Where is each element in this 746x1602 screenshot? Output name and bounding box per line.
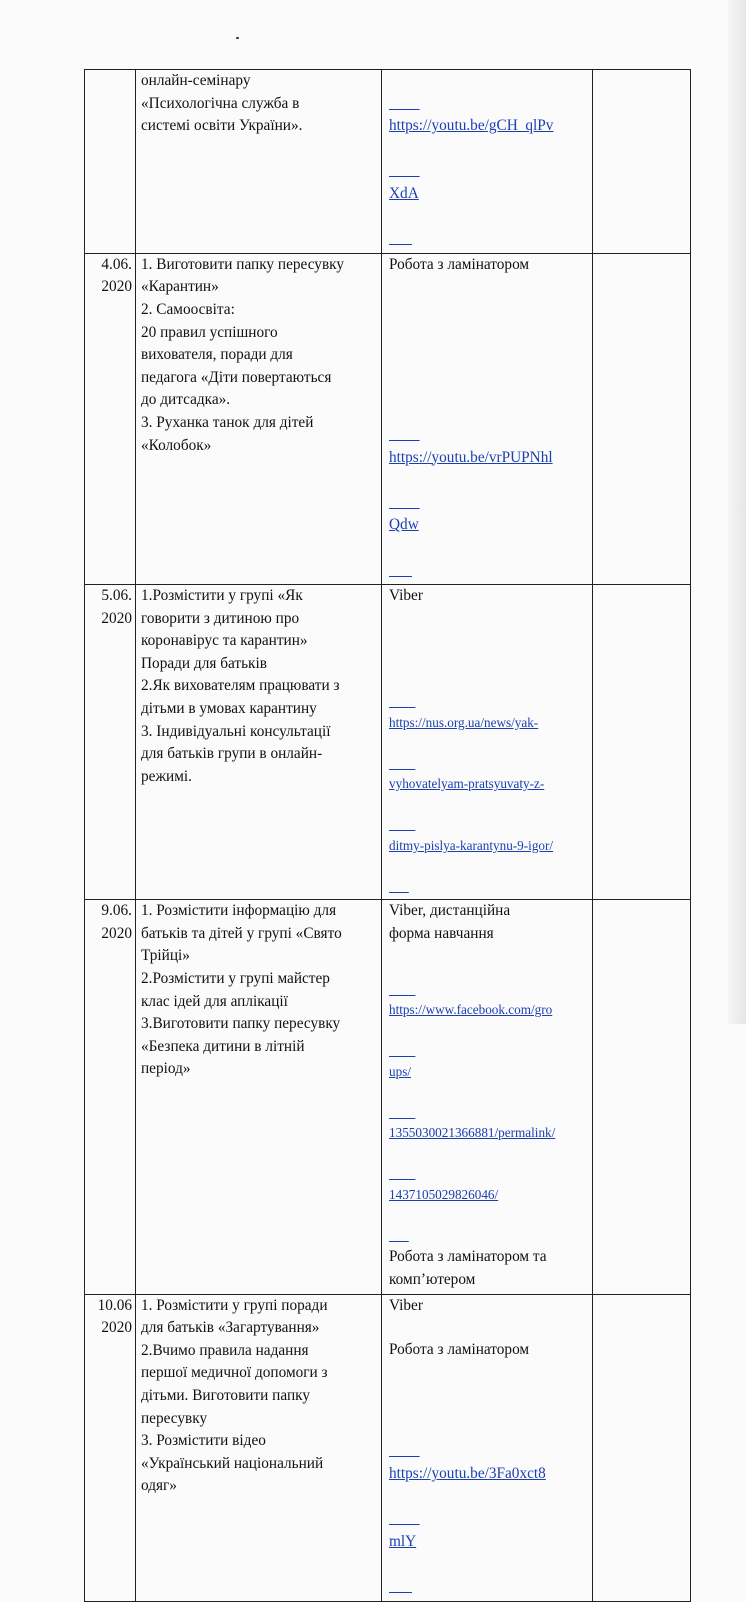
youtube-link[interactable]: https://youtu.be/gCH_qlPv XdA <box>389 117 554 202</box>
task-line: вихователя, поради для <box>141 346 293 364</box>
resource-text: Viber <box>389 1296 423 1314</box>
task-line: пересувку <box>141 1409 208 1427</box>
task-line: Поради для батьків <box>141 654 267 672</box>
date-cell <box>85 70 136 254</box>
task-line: 2.Розмістити у групі майстер <box>141 969 330 987</box>
task-line: одяг» <box>141 1477 177 1495</box>
date-cell <box>85 1294 136 1601</box>
task-line: «Психологічна служба в <box>141 94 300 112</box>
table-row <box>85 1294 691 1601</box>
task-line: клас ідей для аплікації <box>141 992 288 1010</box>
notes-cell <box>593 1294 691 1601</box>
task-line: «Безпека дитини в літній <box>141 1037 305 1055</box>
task-line: «Український національний <box>141 1454 324 1472</box>
resource-text: Робота з ламінатором та <box>389 1248 547 1266</box>
youtube-link[interactable]: https://youtu.be/3Fa0xct8 mlY <box>389 1464 546 1550</box>
scan-speck <box>236 37 239 39</box>
notes-cell <box>593 70 691 254</box>
task-line: педагога «Діти повертаються <box>141 368 332 386</box>
facebook-link[interactable]: https://www.facebook.com/gro ups/ 1355030021366881/permalink/ 1437105029826046/ <box>389 1002 556 1202</box>
youtube-link[interactable]: https://youtu.be/vrPUPNhl Qdw <box>389 448 553 534</box>
notes-cell <box>593 900 691 1294</box>
task-cell <box>136 1294 382 1601</box>
task-line: 3.Виготовити папку пересувку <box>141 1015 341 1033</box>
date-line: 4.06. <box>101 255 132 273</box>
resource-text: Робота з ламінатором <box>389 1341 530 1359</box>
task-line: Трійці» <box>141 947 190 965</box>
date-cell <box>85 900 136 1294</box>
task-line: онлайн-семінару <box>141 72 251 89</box>
task-line: 2. Самоосвіта: <box>141 300 235 318</box>
task-line: говорити з дитиною про <box>141 609 300 627</box>
resource-cell <box>382 1294 593 1601</box>
task-line: 1. Розмістити інформацію для <box>141 902 337 920</box>
date-line: 5.06. <box>101 587 132 605</box>
task-line: дітьми. Виготовити папку <box>141 1386 310 1404</box>
task-line: 3. Індивідуальні консультації <box>141 722 331 740</box>
date-line: 2020 <box>101 278 132 296</box>
resource-text: комп’ютером <box>389 1270 476 1288</box>
task-line: батьків та дітей у групі «Свято <box>141 924 342 942</box>
task-line: 2.Вчимо правила надання <box>141 1341 309 1359</box>
resource-cell <box>382 253 593 584</box>
task-line: 20 правил успішного <box>141 323 278 341</box>
date-cell <box>85 585 136 900</box>
scan-page-edge <box>728 0 746 1024</box>
task-line: 1. Розмістити у групі поради <box>141 1296 328 1314</box>
table-row <box>85 253 691 584</box>
date-line: 2020 <box>101 924 132 942</box>
resource-cell <box>382 900 593 1294</box>
task-line: «Карантин» <box>141 278 219 296</box>
date-line: 9.06. <box>101 902 132 920</box>
task-cell <box>136 70 382 254</box>
date-line: 2020 <box>101 609 132 627</box>
task-line: коронавірус та карантин» <box>141 632 308 650</box>
task-line: для батьків групи в онлайн- <box>141 745 323 763</box>
notes-cell <box>593 585 691 900</box>
task-line: 2.Як вихователям працювати з <box>141 677 340 695</box>
task-line: до дитсадка». <box>141 391 231 409</box>
resource-cell <box>382 585 593 900</box>
task-line: 1. Виготовити папку пересувку <box>141 255 345 273</box>
article-link[interactable]: https://nus.org.ua/news/yak- vyhovatelyam-pratsyuvaty-z- ditmy-pislya-karantynu-9-igor/ <box>389 714 554 853</box>
resource-text: Viber, дистанційна <box>389 902 511 920</box>
task-line: «Колобок» <box>141 436 212 454</box>
notes-cell <box>593 253 691 584</box>
date-line: 10.06 <box>97 1296 132 1314</box>
resource-cell <box>382 70 593 254</box>
resource-text: Viber <box>389 587 423 605</box>
task-cell <box>136 585 382 900</box>
task-line: 3. Руханка танок для дітей <box>141 413 314 431</box>
task-line: системі освіти України». <box>141 117 303 135</box>
task-line: режимі. <box>141 767 192 785</box>
table-row <box>85 70 691 254</box>
task-line: першої медичної допомоги з <box>141 1364 328 1382</box>
work-plan-table <box>84 69 691 1602</box>
task-line: період» <box>141 1060 191 1078</box>
date-cell <box>85 253 136 584</box>
task-cell <box>136 900 382 1294</box>
task-line: 1.Розмістити у групі «Як <box>141 587 303 605</box>
task-line: 3. Розмістити відео <box>141 1432 266 1450</box>
task-line: для батьків «Загартування» <box>141 1319 320 1337</box>
resource-text: Робота з ламінатором <box>389 255 530 273</box>
date-line: 2020 <box>101 1319 132 1337</box>
task-cell <box>136 253 382 584</box>
table-row <box>85 900 691 1294</box>
resource-text: форма навчання <box>389 924 494 942</box>
task-line: дітьми в умовах карантину <box>141 700 317 718</box>
table-row <box>85 585 691 900</box>
